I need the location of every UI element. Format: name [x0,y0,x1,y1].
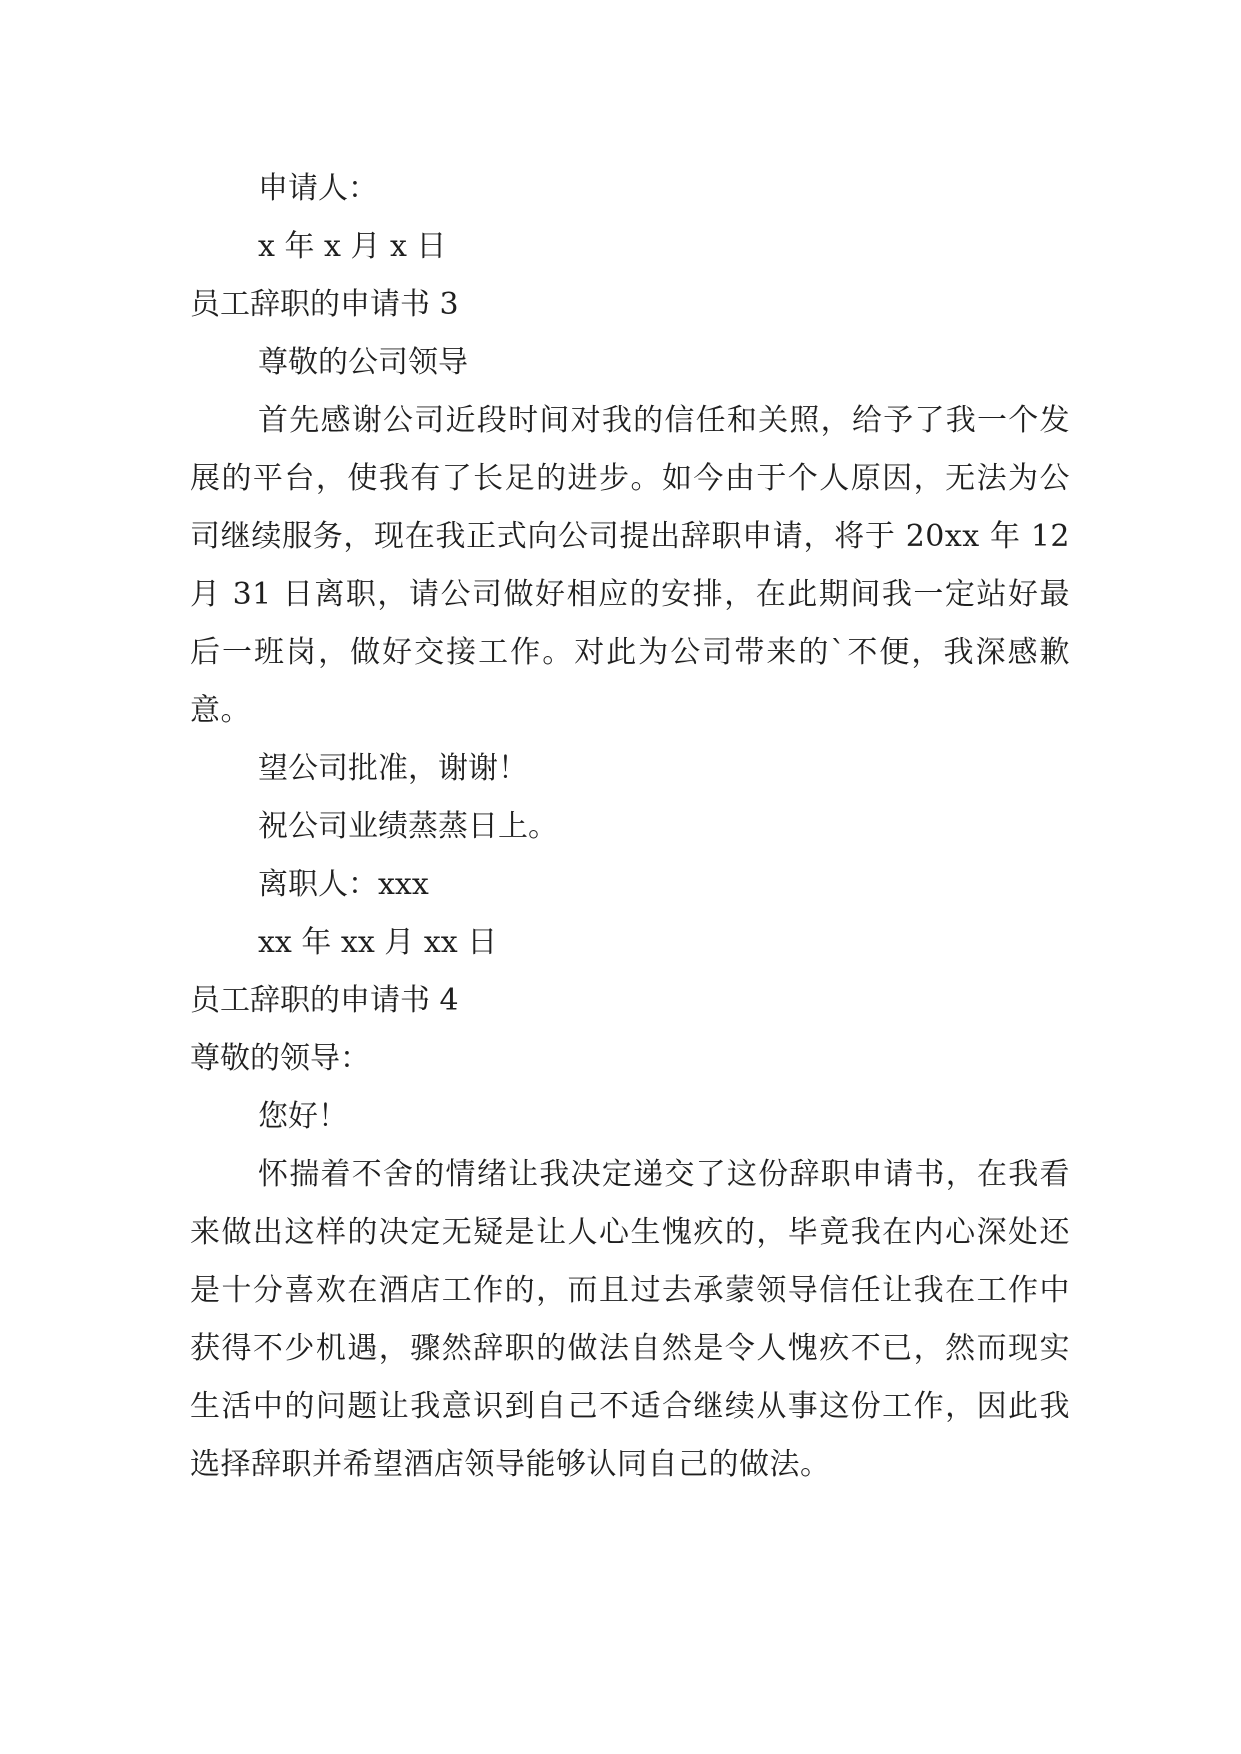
letter-3-date: xx 年 xx 月 xx 日 [258,925,498,960]
letter-3-body: 首先感谢公司近段时间对我的信任和关照，给予了我一个发展的平台，使我有了长足的进步。如今由于个人原因，无法为公司继续服务，现在我正式向公司提出辞职申请，将于 20xx 年 12 月 31 日离职，请公司做好相应的安排，在此期间我一定站好最后一班岗，做好交接工作。对此为公司带来的`不便，我深感歉意。 [190,403,1070,728]
letter-3-resigner: 离职人：xxx [258,867,429,902]
letter-4-greeting: 您好！ [258,1099,348,1134]
applicant-label: 申请人： [258,171,378,206]
letter-4-heading: 员工辞职的申请书 4 [190,983,459,1018]
letter-3-wish: 祝公司业绩蒸蒸日上。 [258,809,558,844]
letter-3-heading: 员工辞职的申请书 3 [190,287,459,322]
letter-3-salutation: 尊敬的公司领导 [258,345,468,380]
letter-4-body: 怀揣着不舍的情绪让我决定递交了这份辞职申请书，在我看来做出这样的决定无疑是让人心生愧疚的，毕竟我在内心深处还是十分喜欢在酒店工作的，而且过去承蒙领导信任让我在工作中获得不少机遇，骤然辞职的做法自然是令人愧疚不已，然而现实生活中的问题让我意识到自己不适合继续从事这份工作，因此我选择辞职并希望酒店领导能够认同自己的做法。 [190,1157,1070,1482]
letter-4-salutation: 尊敬的领导： [190,1041,370,1076]
applicant-date: x 年 x 月 x 日 [258,229,447,264]
document-content [190,160,1070,1494]
letter-3-request: 望公司批准，谢谢！ [258,751,528,786]
